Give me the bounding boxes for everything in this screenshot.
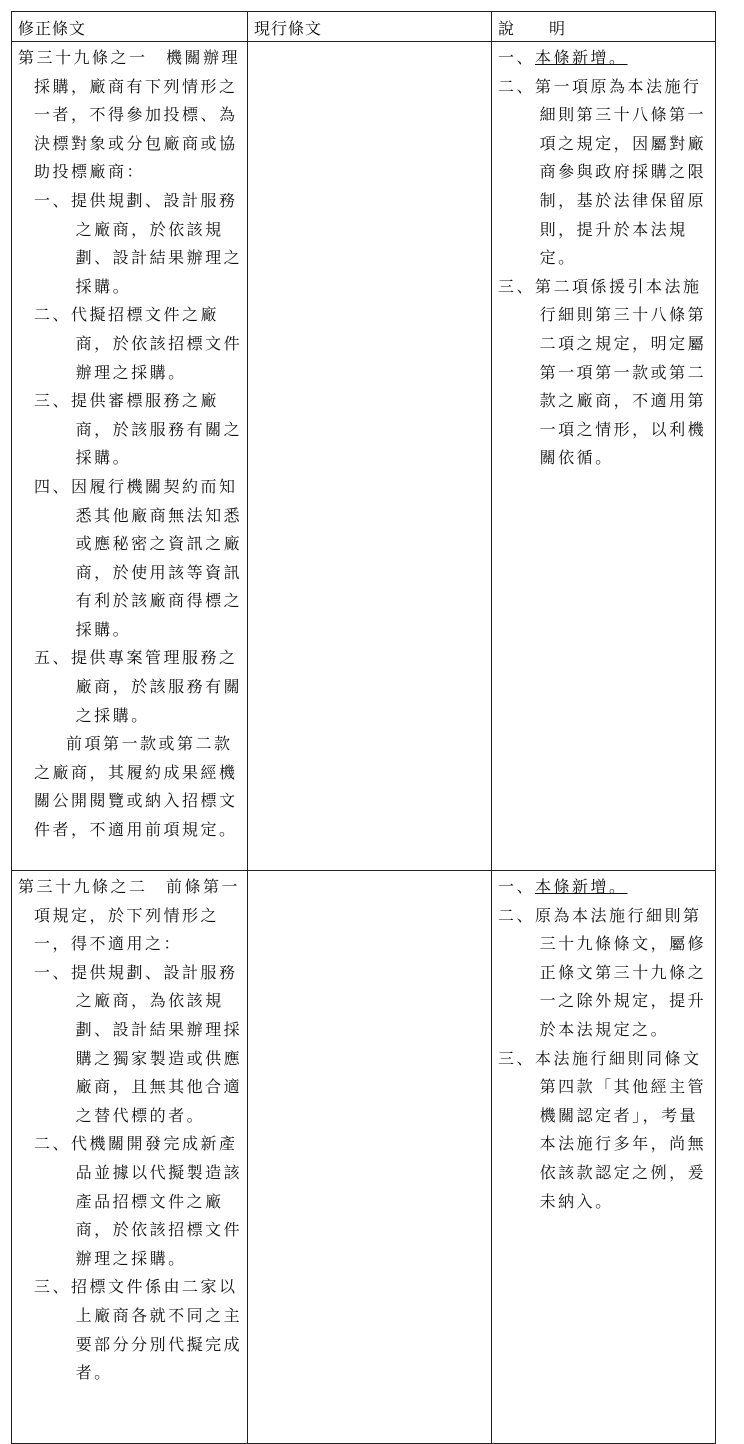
- note-number: 三、: [498, 276, 536, 296]
- note-text: 本法施行細則同條文第四款「其他經主管機關認定者」，考量本法施行多年，尚無依該款認定之例，爰未納入。: [535, 1048, 707, 1211]
- note-number: 一、: [498, 877, 536, 896]
- comparison-table: [11, 11, 716, 1444]
- header-explanation: 說 明: [492, 12, 716, 42]
- list-item: 二、代機關開發完成新產品並據以代擬製造該產品招標文件之廠商，於依該招標文件辦理之採購。: [34, 1134, 243, 1268]
- note-item: [498, 902, 711, 1045]
- table-row: [12, 871, 716, 1444]
- note-number: 二、: [498, 76, 536, 96]
- note-item: [498, 273, 711, 473]
- header-amended-provisions: 修正條文: [12, 12, 248, 42]
- current-cell: [248, 42, 492, 871]
- paragraph: 前項第一款或第二款之廠商，其履約成果經機關公開閱覽或納入招標文件者，不適用前項規定。: [34, 734, 238, 840]
- explanation-cell: [492, 871, 716, 1444]
- list-item: 三、招標文件係由二家以上廠商各就不同之主要部分分別代擬完成者。: [34, 1277, 243, 1383]
- list-item: 五、提供專案管理服務之廠商，於該服務有關之採購。: [34, 648, 243, 725]
- note-item: [498, 44, 711, 73]
- note-item: [498, 1045, 711, 1217]
- article-title: 第三十九條之一 機關辦理採購，廠商有下列情形之一者，不得參加投標、為決標對象或分包廠商或協助投標廠商：: [18, 48, 241, 182]
- list-item: 一、提供規劃、設計服務之廠商，於依該規劃、設計結果辦理之採購。: [34, 190, 243, 296]
- note-item: [498, 73, 711, 273]
- note-text: 第一項原為本法施行細則第三十八條第一項之規定，因屬對廠商參與政府採購之限制，基於法律保留原則，提升於本法規定。: [535, 76, 707, 268]
- current-text: [248, 871, 491, 1443]
- table-row: [12, 42, 716, 871]
- current-cell: [248, 871, 492, 1444]
- note-item: [498, 873, 711, 902]
- note-text: 第二項係援引本法施行細則第三十八條第二項之規定，明定屬第一項第一款或第二款之廠商，不適用第一項之情形，以利機關依循。: [535, 276, 707, 468]
- article-title: 第三十九條之二 前條第一項規定，於下列情形之一，得不適用之：: [18, 877, 241, 954]
- list-item: 三、提供審標服務之廠商，於該服務有關之採購。: [34, 391, 243, 468]
- note-text: 本條新增。: [535, 877, 628, 896]
- note-text: 本條新增。: [535, 48, 628, 67]
- amended-cell: [12, 42, 248, 871]
- table-header-row: [12, 12, 716, 42]
- list-item: 二、代擬招標文件之廠商，於依該招標文件辦理之採購。: [34, 305, 243, 382]
- list-item: 四、因履行機關契約而知悉其他廠商無法知悉或應秘密之資訊之廠商，於使用該等資訊有利於該廠商得標之採購。: [34, 476, 243, 639]
- current-text: [248, 42, 491, 870]
- header-current-provisions: 現行條文: [248, 12, 492, 42]
- list-item: 一、提供規劃、設計服務之廠商，為依該規劃、設計結果辦理採購之獨家製造或供應廠商，且無其他合適之替代標的者。: [34, 962, 243, 1125]
- explanation-cell: [492, 42, 716, 871]
- note-number: 一、: [498, 48, 536, 67]
- amended-cell: [12, 871, 248, 1444]
- note-text: 原為本法施行細則第三十九條條文，屬修正條文第三十九條之一之除外規定，提升於本法規定之。: [535, 905, 707, 1039]
- note-number: 二、: [498, 905, 536, 925]
- note-number: 三、: [498, 1048, 536, 1068]
